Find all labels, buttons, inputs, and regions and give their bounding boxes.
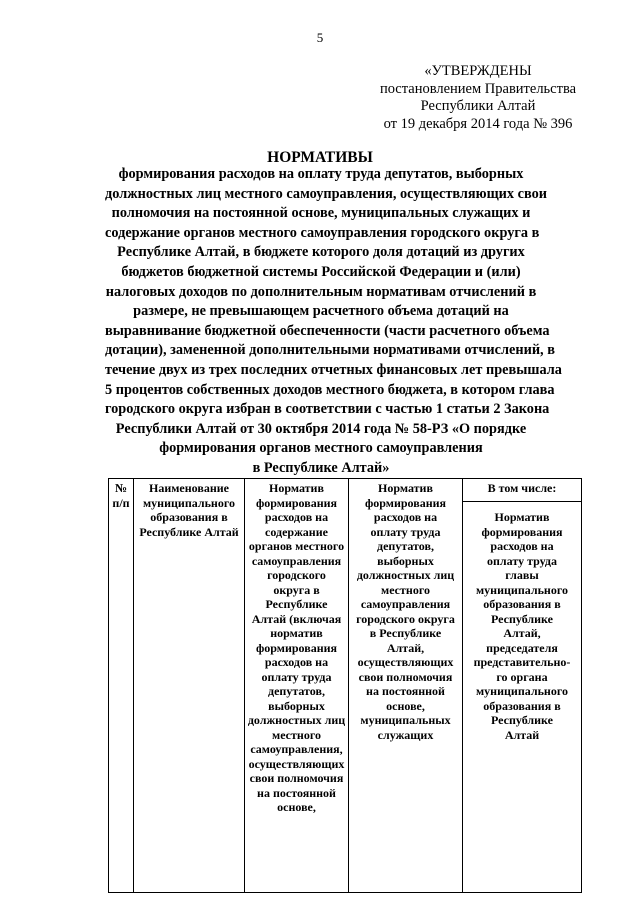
cell-line: осуществляющих bbox=[248, 756, 345, 771]
cell-line: основе, bbox=[386, 698, 425, 713]
cell-line: самоуправления bbox=[251, 553, 342, 568]
cell-line: го органа bbox=[496, 669, 548, 684]
document-subtitle bbox=[105, 165, 562, 479]
cell-line: должностных лиц bbox=[247, 713, 346, 727]
cell-line: муниципального bbox=[476, 684, 568, 698]
cell-line: в Республике bbox=[369, 626, 442, 640]
cell-line: Республике bbox=[265, 597, 328, 611]
cell-line: оплату труда bbox=[370, 524, 441, 539]
cell-line: свои полномочия bbox=[249, 771, 344, 785]
approval-line: постановлением Правительства bbox=[379, 80, 577, 97]
subtitle-line: городского округа избран в соответствии с частью 1 статьи 2 Закона bbox=[105, 401, 550, 418]
cell-line: городского bbox=[267, 568, 326, 582]
subtitle-line: дотации), замененной дополнительными нормативами отчислений, в bbox=[105, 342, 555, 359]
cell-line: Наименование bbox=[149, 481, 229, 495]
cell-line: депутатов, bbox=[268, 684, 325, 698]
column-header-municipality bbox=[134, 479, 245, 893]
cell-line: органов местного bbox=[248, 539, 345, 553]
cell-line: формирования bbox=[364, 495, 447, 510]
column-header-payroll-norm bbox=[349, 479, 463, 893]
column-header-head-payroll-norm bbox=[463, 502, 582, 893]
cell-line: формирования bbox=[255, 640, 338, 655]
cell-line: свои полномочия bbox=[358, 669, 453, 684]
cell-line: самоуправления, bbox=[250, 742, 343, 756]
cell-line: представительно- bbox=[473, 655, 571, 669]
cell-line: основе, bbox=[277, 800, 316, 814]
norms-table bbox=[108, 478, 582, 893]
cell-line: № bbox=[114, 481, 128, 495]
cell-line: Республике bbox=[490, 713, 553, 727]
cell-line: оплату труда bbox=[487, 553, 557, 568]
cell-line: служащих bbox=[377, 727, 434, 742]
cell-line: муниципального bbox=[143, 495, 235, 510]
cell-line: главы bbox=[505, 568, 539, 582]
cell-line: на постоянной bbox=[366, 684, 445, 698]
cell-line: Республике Алтай bbox=[139, 524, 239, 539]
subtitle-line: полномочия на постоянной основе, муниципальных служащих и bbox=[111, 205, 531, 222]
cell-line: формирования bbox=[255, 495, 338, 510]
subtitle-line: выравнивание бюджетной обеспеченности (части расчетного объема bbox=[105, 322, 550, 339]
approval-stamp bbox=[378, 63, 578, 133]
subtitle-line: Республике Алтай, в бюджете которого доля дотаций из других bbox=[117, 244, 525, 261]
cell-line: выборных bbox=[268, 698, 325, 713]
cell-line: расходов на bbox=[264, 655, 329, 669]
page-number: 5 bbox=[316, 30, 324, 45]
subtitle-line: течение двух из трех последних отчетных финансовых лет превышала bbox=[105, 361, 562, 378]
cell-line: осуществляющих bbox=[357, 655, 454, 669]
cell-line: образования в bbox=[150, 510, 228, 524]
approval-line: Республики Алтай bbox=[420, 98, 536, 114]
cell-line: муниципального bbox=[476, 582, 568, 597]
subtitle-line: налоговых доходов по дополнительным нормативам отчислений в bbox=[105, 283, 537, 300]
approval-line: от 19 декабря 2014 года № 396 bbox=[383, 115, 573, 132]
cell-line: расходов на bbox=[264, 510, 329, 524]
cell-line: формирования bbox=[481, 524, 563, 539]
cell-line: Алтай bbox=[504, 727, 540, 742]
cell-line: оплату труда bbox=[261, 669, 332, 684]
cell-line: п/п bbox=[112, 495, 130, 510]
cell-line: Норматив bbox=[269, 481, 324, 495]
subtitle-line: 5 процентов собственных доходов местного бюджета, в котором глава bbox=[105, 381, 555, 398]
cell-line: Алтай (включая bbox=[251, 611, 342, 626]
column-header-including: В том числе: bbox=[463, 479, 582, 502]
cell-line: Алтай, bbox=[386, 640, 425, 655]
cell-line: Алтай, bbox=[503, 626, 541, 640]
cell-line: расходов на bbox=[373, 510, 438, 524]
subtitle-line: формирования расходов на оплату труда депутатов, выборных bbox=[118, 166, 524, 182]
cell-line: расходов на bbox=[490, 539, 554, 553]
subtitle-line: бюджетов бюджетной системы Российской Федерации и (или) bbox=[121, 263, 521, 280]
document-title: НОРМАТИВЫ bbox=[267, 149, 373, 166]
subtitle-line: в Республике Алтай» bbox=[252, 459, 390, 476]
cell-line: Норматив bbox=[494, 510, 550, 524]
column-header-number bbox=[109, 479, 134, 893]
column-header-maintenance-norm bbox=[245, 479, 349, 893]
cell-line: образования в bbox=[483, 698, 561, 713]
cell-line: председателя bbox=[486, 640, 558, 655]
cell-line: на постоянной bbox=[257, 785, 336, 800]
cell-line: городского округа bbox=[356, 611, 455, 626]
cell-line: образования в bbox=[483, 597, 561, 611]
cell-line: депутатов, bbox=[377, 539, 434, 553]
cell-line: муниципальных bbox=[360, 713, 451, 727]
cell-line: норматив bbox=[270, 626, 323, 640]
cell-line: содержание bbox=[265, 524, 328, 539]
cell-line: выборных bbox=[377, 553, 434, 568]
cell-line: должностных лиц bbox=[356, 568, 455, 582]
subtitle-line: Республики Алтай от 30 октября 2014 года № 58-РЗ «О порядке bbox=[115, 420, 527, 437]
cell-line: округа в bbox=[273, 582, 320, 597]
cell-line: самоуправления bbox=[360, 597, 451, 611]
cell-line: Республике bbox=[490, 611, 553, 626]
approval-line: «УТВЕРЖДЕНЫ bbox=[424, 63, 532, 79]
cell-line: местного bbox=[272, 727, 321, 742]
cell-line: Норматив bbox=[378, 481, 433, 495]
subtitle-line: должностных лиц местного самоуправления, осуществляющих свои bbox=[105, 185, 547, 202]
subtitle-line: содержание органов местного самоуправления городского округа в bbox=[105, 224, 540, 241]
subtitle-line: размере, не превышающем расчетного объема дотаций на bbox=[133, 303, 509, 320]
cell-line: местного bbox=[381, 582, 430, 597]
subtitle-line: формирования органов местного самоуправления bbox=[159, 440, 483, 457]
